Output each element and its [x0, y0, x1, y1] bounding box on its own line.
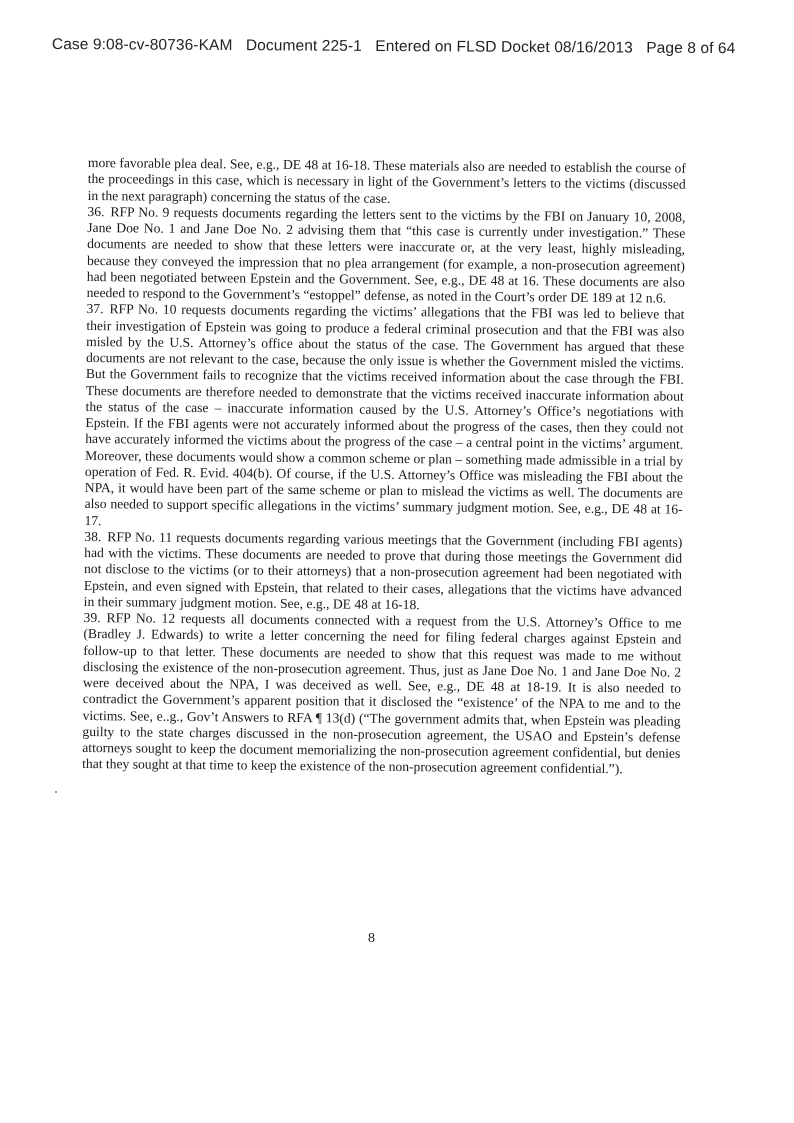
scan-speck — [55, 791, 57, 793]
docket-header — [52, 36, 745, 58]
paragraph-37 — [84, 301, 684, 534]
paragraph-38 — [84, 529, 683, 616]
paragraph-text: RFP No. 10 requests documents regarding the victims’ allegations that the FBI was led to believe that their investigation of Epstein was going to produce a federal criminal prosecution and that the FBI was also misled by the U.S. Attorney’s office about the status of the case. The Government has argued that these documents are not relevant to the case, because the only issue is whether the Government misled the victims. But the Government fails to recognize that the victims received information about the case through the FBI. These documents are therefore needed to demonstrate that the victims received inaccurate information about the status of the case – inaccurate information caused by the U.S. Attorney’s Office’s negotiations with Epstein. If the FBI agents were not accurately informed about the progress of the cases, then they could not have accurately informed the victims about the progress of the case – a central point in the victims’ argument. Moreover, these documents would show a common scheme or plan – something made admissible in a trial by operation of Fed. R. Evid. 404(b). Of course, if the U.S. Attorney’s Office was misleading the FBI about the NPA, it would have been part of the same scheme or plan to mislead the victims as well. The documents are also needed to support specific allegations in the victims’ summary judgment motion. See, e.g., DE 48 at 16-17. — [84, 301, 685, 528]
paragraph-39 — [82, 610, 682, 778]
docket-entry: Entered on FLSD Docket 08/16/2013 — [375, 37, 633, 57]
paragraph-number: 36. — [87, 203, 105, 219]
paragraph-text: RFP No. 11 requests documents regarding various meetings that the Government (including FBI agents) had with the victims. These documents are needed to prove that during those meetings the Government did not disclose to the victims (or to their attorneys) that a non-prosecution agreement had been negotiated with Epstein, and even signed with Epstein, that related to their cases, allegations that the victims have advanced in their summary judgment motion. See, e.g., DE 48 at 16-18. — [83, 528, 683, 612]
paragraph-number: 39. — [83, 609, 101, 626]
document-number: Document 225-1 — [245, 37, 362, 55]
paragraph-36 — [87, 204, 686, 307]
paragraph-number: 37. — [86, 301, 104, 317]
continuation-paragraph: more favorable plea deal. See, e.g., DE 48 at 16-18. These materials also are needed to establish the course of the proceedings in this case, which is necessary in light of the Government’s letters to the victims (discussed in the next paragraph) concerning the status of the case. — [87, 155, 686, 206]
paragraph-number: 38. — [84, 528, 102, 544]
paragraph-text: RFP No. 9 requests documents regarding the letters sent to the victims by the FBI on January 10, 2008, Jane Doe No. 1 and Jane Doe No. 2 advising them that “this case is currently under investigation.” These documents are needed to show that these letters were inaccurate or, at the very least, highly misleading, because they conveyed the impression that no plea arrangement (for example, a non-prosecution agreement) had been negotiated between Epstein and the Government. See, e.g., DE 48 at 16. These documents are also needed to respond to the Government’s “estoppel” defense, as noted in the Court’s order DE 189 at 12 n.6. — [86, 203, 686, 306]
case-number: Case 9:08-cv-80736-KAM — [51, 36, 233, 55]
document-body — [82, 155, 686, 778]
page-indicator: Page 8 of 64 — [646, 39, 736, 58]
page-number: 8 — [368, 931, 375, 946]
paragraph-text: RFP No. 12 requests all documents connected with a request from the U.S. Attorney’s Office to me (Bradley J. Edwards) to write a letter concerning the need for filing federal charges against Epstein and follow-up to that letter. These documents are needed to show that this request was made to me without disclosing the existence of the non-prosecution agreement. Thus, just as Jane Doe No. 1 and Jane Doe No. 2 were deceived about the NPA, I was deceived as well. See, e.g., DE 48 at 18-19. It is also needed to contradict the Government’s apparent position that it disclosed the “existence’ of the NPA to me and to the victims. See, e..g., Gov’t Answers to RFA ¶ 13(d) (“The government admits that, when Epstein was pleading guilty to the state charges discussed in the non-prosecution agreement, the USAO and Epstein’s defense attorneys sought to keep the document memorializing the non-prosecution agreement confidential, but denies that they sought at that time to keep the existence of the non-prosecution agreement confidential.”). — [82, 610, 682, 777]
